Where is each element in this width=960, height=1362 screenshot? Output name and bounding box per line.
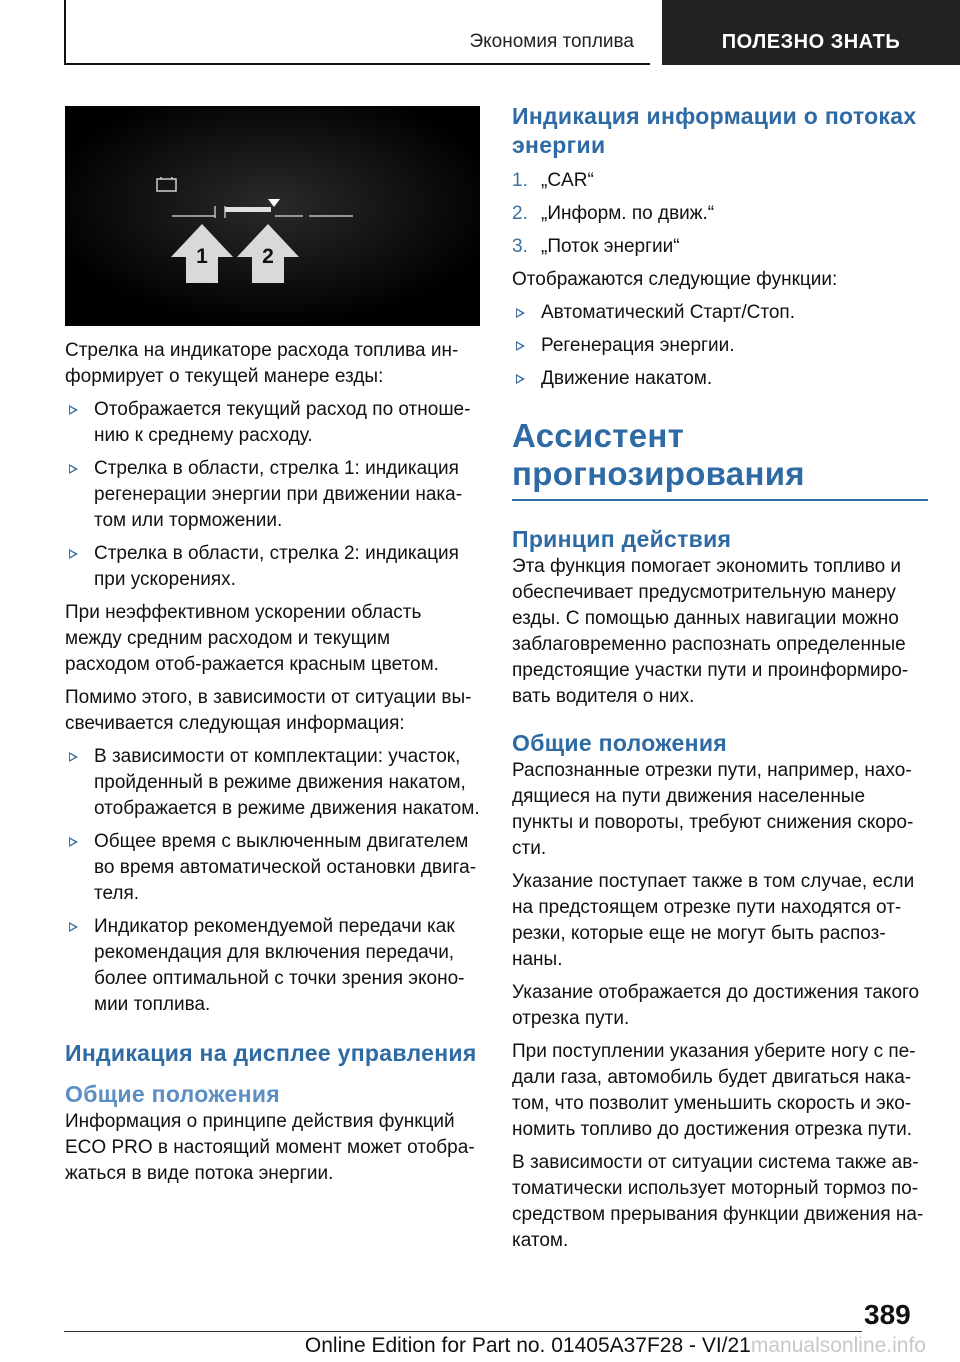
numbered-step: [512, 168, 928, 194]
paragraph: Распознанные отрезки пути, например, нахо‐дящиеся на пути движения населенные пункты и повороты, требуют снижения скоро‐сти.: [512, 760, 914, 859]
list-item: [512, 333, 928, 359]
list-item: [65, 541, 480, 593]
list-item: [65, 744, 480, 822]
header-bottom-rule: [64, 63, 650, 65]
fuel-indicator-illustration: [65, 106, 480, 326]
watermark-text: manualsonline.info: [750, 1334, 926, 1357]
step-number: 2.: [512, 203, 528, 224]
list-item: [65, 914, 480, 1018]
list-item-text: Общее время с выключенным двигателем во время автоматической остановки двига‐теля.: [94, 831, 477, 904]
numbered-step: [512, 234, 928, 260]
bullet-triangle-icon: [69, 752, 78, 762]
bullet-triangle-icon: [69, 922, 78, 932]
list-item: [512, 366, 928, 392]
paragraph: В зависимости от ситуации система также ав‐томатически использует моторный тормоз по‐средством прерывания функции движения на‐катом.: [512, 1152, 924, 1251]
heading-general: Общие положения: [65, 1081, 280, 1107]
list-item-text: Индикатор рекомендуемой передачи как рекомендация для включения передачи, более оптимальной с точки зрения эконо‐мии топлива.: [94, 916, 465, 1015]
footer-rule: [64, 1331, 862, 1332]
bullet-triangle-icon: [516, 308, 525, 318]
list-item: [65, 456, 480, 534]
left-column: [65, 106, 480, 1194]
footer-edition: [100, 1334, 926, 1358]
page-number: 389: [864, 1299, 911, 1330]
arrow-1-label: 1: [196, 245, 208, 268]
list-item-text: Отображается текущий расход по отноше‐нию к среднему расходу.: [94, 399, 471, 446]
paragraph: Стрелка на индикаторе расхода топлива ин‐формирует о текущей манере езды:: [65, 340, 459, 387]
list-item: [512, 300, 928, 326]
bullet-triangle-icon: [69, 464, 78, 474]
step-text: „Поток энергии“: [541, 236, 680, 257]
bullet-triangle-icon: [69, 837, 78, 847]
bullet-triangle-icon: [516, 341, 525, 351]
arrow-2-label: 2: [262, 245, 274, 268]
step-number: 3.: [512, 236, 528, 257]
paragraph: Помимо этого, в зависимости от ситуации вы‐свечивается следующая информация:: [65, 687, 472, 734]
list-item: [65, 397, 480, 449]
step-text: „Информ. по движ.“: [541, 203, 715, 224]
fuel-indicator-figure: [65, 106, 480, 326]
list-item-text: Автоматический Старт/Стоп.: [541, 302, 795, 323]
bullet-triangle-icon: [69, 549, 78, 559]
heading-energy-flow: Индикация информации о потоках энергии: [512, 103, 917, 158]
list-item-text: Регенерация энергии.: [541, 335, 735, 356]
paragraph: Указание отображается до достижения такого отрезка пути.: [512, 982, 920, 1029]
header-section-title: Экономия топлива: [469, 31, 634, 52]
step-text: „CAR“: [541, 170, 594, 191]
list-item-text: Стрелка в области, стрелка 2: индикация при ускорениях.: [94, 543, 459, 590]
list-item-text: Стрелка в области, стрелка 1: индикация регенерации энергии при движении нака‐том или торможении.: [94, 458, 463, 531]
paragraph: Отображаются следующие функции:: [512, 269, 838, 290]
paragraph: Эта функция помогает экономить топливо и обеспечивает предусмотрительную манеру езды. С помощью данных навигации можно заблаговременно распознать определенные предстоящие участки пути и проинформиро‐вать водителя о них.: [512, 556, 909, 707]
current-consumption-bar: [225, 207, 271, 212]
heading-prediction-assistant: Ассистент прогнозирования: [512, 417, 805, 492]
paragraph: При поступлении указания уберите ногу с пе‐дали газа, автомобиль будет двигаться нака‐том, что позволит уменьшить скорость и эко‐номить топливо до достижения отрезка пути.: [512, 1041, 916, 1140]
list-item-text: В зависимости от комплектации: участок, пройденный в режиме движения накатом, отображается в режиме движения накатом.: [94, 746, 480, 819]
header-chapter-tab: ПОЛЕЗНО ЗНАТЬ: [662, 0, 960, 65]
paragraph: Указание поступает также в том случае, если на предстоящем отрезке пути находятся от‐резки, которые еще не могут быть распоз‐наны.: [512, 871, 915, 970]
bullet-triangle-icon: [69, 405, 78, 415]
paragraph: При неэффективном ускорении область между средним расходом и текущим расходом отоб‐ражается красным цветом.: [65, 602, 439, 675]
heading-general: Общие положения: [512, 730, 727, 756]
bullet-triangle-icon: [516, 374, 525, 384]
list-item-text: Движение накатом.: [541, 368, 713, 389]
paragraph: Информация о принципе действия функций ECO PRO в настоящий момент может отобра‐жаться в виде потока энергии.: [65, 1111, 475, 1184]
right-column: [512, 102, 928, 1261]
heading-principle: Принцип действия: [512, 526, 732, 552]
step-number: 1.: [512, 170, 528, 191]
list-item: [65, 829, 480, 907]
numbered-step: [512, 201, 928, 227]
heading-display-indication: Индикация на дисплее управления: [65, 1040, 477, 1066]
edition-text: Online Edition for Part no. 01405A37F28 - VI/21: [304, 1334, 751, 1357]
